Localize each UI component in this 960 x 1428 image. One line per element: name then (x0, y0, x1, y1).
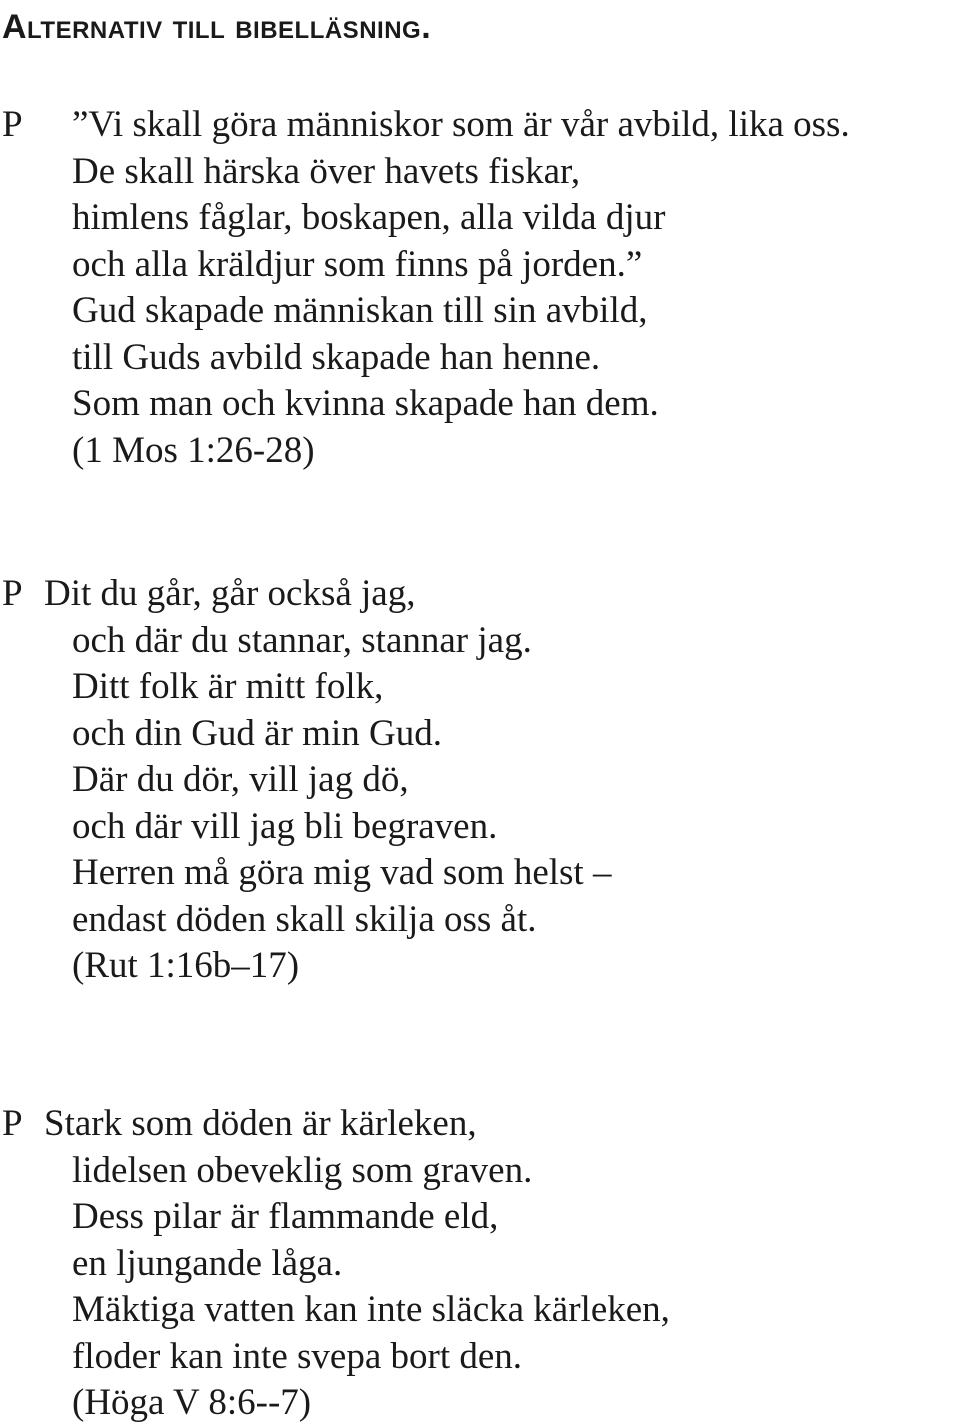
speaker-marker: P (2, 1103, 23, 1144)
reading-line: och din Gud är min Gud. (72, 712, 442, 754)
reading-line: Stark som döden är kärleken, (44, 1103, 477, 1144)
reading-line: De skall härska över havets fiskar, (72, 150, 581, 192)
reading-line: ”Vi skall göra människor som är vår avbild, lika oss. (72, 104, 850, 145)
reading-reference: (Rut 1:16b–17) (72, 945, 300, 986)
reading-line: och alla kräldjur som finns på jorden.” (72, 243, 643, 285)
reading-line: Gud skapade människan till sin avbild, (72, 290, 648, 331)
reading-line: till Guds avbild skapade han henne. (72, 336, 601, 378)
speaker-marker: P (2, 573, 23, 614)
reading-line: endast döden skall skilja oss åt. (72, 898, 537, 940)
reading-line: Som man och kvinna skapade han dem. (72, 383, 659, 424)
reading-line: Mäktiga vatten kan inte släcka kärleken, (72, 1289, 670, 1330)
reading-lines (72, 102, 850, 474)
reading-line: lidelsen obeveklig som graven. (72, 1149, 533, 1191)
reading-line: Dess pilar är flammande eld, (72, 1196, 499, 1237)
reading-lines (44, 1101, 670, 1427)
reading-line: Där du dör, vill jag dö, (72, 759, 409, 800)
reading-line: och där vill jag bli begraven. (72, 805, 498, 847)
reading-lines (44, 571, 612, 990)
reading-line: floder kan inte svepa bort den. (72, 1335, 523, 1377)
page-heading: Alternativ till bibelläsning. (2, 8, 432, 46)
reading-line: en ljungande låga. (72, 1242, 343, 1284)
reading-reference: (1 Mos 1:26-28) (72, 429, 315, 471)
reading-line: Ditt folk är mitt folk, (72, 666, 384, 707)
reading-line: Dit du går, går också jag, (44, 573, 416, 614)
reading-line: och där du stannar, stannar jag. (72, 619, 532, 661)
reading-line: himlens fåglar, boskapen, alla vilda djur (72, 197, 666, 238)
speaker-marker: P (2, 104, 23, 145)
reading-reference: (Höga V 8:6--7) (72, 1382, 312, 1423)
reading-line: Herren må göra mig vad som helst – (72, 852, 612, 893)
